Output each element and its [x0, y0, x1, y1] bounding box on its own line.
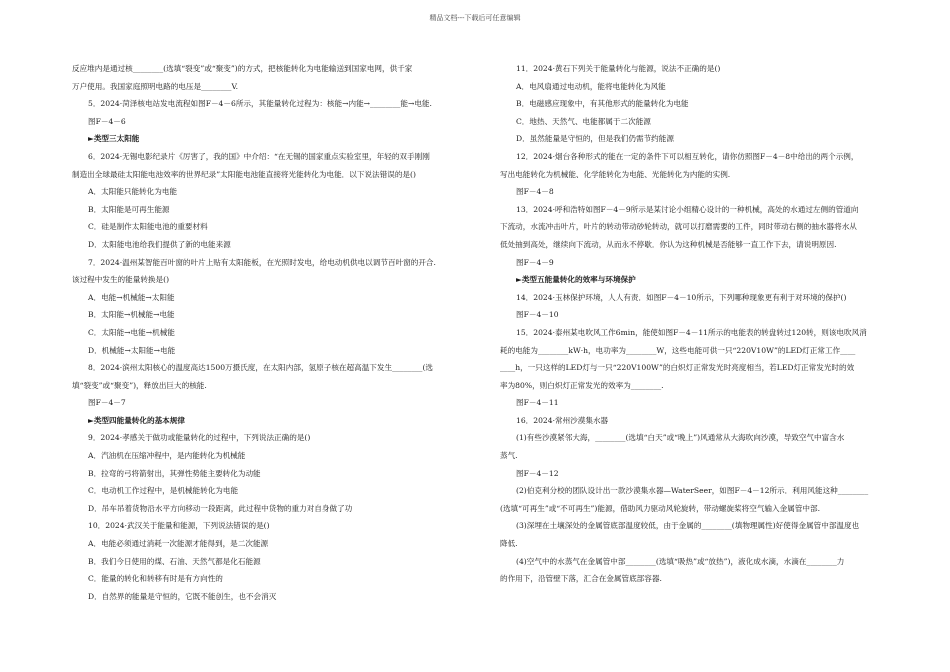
text-line: 填“裂变”或“聚变”)，释放出巨大的核能. [72, 380, 207, 390]
option-line: B．太阳能是可再生能源 [88, 204, 170, 214]
text-line: 耗的电能为________kW·h，电功率为________W，这些电能可供一只“220V10W”的LED灯正常工作____ [500, 345, 856, 355]
option-line: A．汽油机在压缩冲程中，是内能转化为机械能 [88, 451, 246, 461]
text-line: ____h，一只这样的LED灯与一只“220V100W”的白炽灯正常发光时亮度相当，若LED灯正常发光时的效 [500, 363, 855, 373]
question-line: (2)伯克利分校的团队设计出一款沙漠集水器—WaterSeer，如图F－4－12所示．利用风能这种________ [516, 486, 869, 496]
text-line: 制造出全球最硅太阳能电池效率的世界纪录”太阳能电池能直接将光能转化为电能．以下说法错误的是() [72, 169, 416, 179]
figure-caption: 图F－4－9 [516, 257, 554, 267]
figure-caption: 图F－4－12 [516, 468, 559, 478]
figure-caption: 图F－4－7 [88, 398, 126, 408]
option-line: D．虽然能量是守恒的，但是我们仍需节约能源 [516, 134, 674, 144]
option-line: A．太阳能只能转化为电能 [88, 187, 178, 197]
question-line: 14．2024·玉林保护环境，人人有责．如图F－4－10所示，下列哪种现象更有利于对环境的保护() [516, 292, 847, 302]
question-line: (4)空气中的水蒸气在金属管中部________(选填“吸热”或“放热”)，液化成水滴，水滴在________力 [516, 556, 845, 566]
option-line: D．吊车吊着货物沿水平方向移动一段距离，此过程中货物的重力对自身做了功 [88, 503, 353, 513]
question-line: 13．2024·呼和浩特如图F－4－9所示是某讨论小组精心设计的一种机械，高处的水通过左侧的管道向 [516, 204, 859, 214]
left-column [72, 60, 472, 605]
text-line: 万户使用。我国家庭照明电路的电压是________V. [72, 81, 239, 91]
option-line: D．太阳能电池给我们提供了新的电能来源 [88, 239, 231, 249]
text-line: 的作用下，沿管壁下落，汇合在金属管底部容器. [500, 574, 662, 584]
question-line: 5．2024·菏泽核电站发电流程如图F－4－6所示，其能量转化过程为：核能→内能→________能→电能. [88, 99, 432, 109]
figure-caption: 图F－4－10 [516, 310, 559, 320]
option-line: A．电能→机械能→太阳能 [88, 292, 175, 302]
option-line: C．硅是制作太阳能电池的重要材料 [88, 222, 208, 232]
right-column [500, 60, 890, 588]
option-line: A．电风扇通过电动机，能将电能转化为风能 [516, 81, 666, 91]
question-line: 9．2024·孝感关于做功或能量转化的过程中，下列说法正确的是() [88, 433, 311, 443]
question-line: 7．2024·温州某智能百叶窗的叶片上贴有太阳能板，在光照时发电，给电动机供电以调节百叶窗的开合. [88, 257, 436, 267]
text-line: 率为80%，则白炽灯正常发光的效率为________. [500, 380, 664, 390]
option-line: D．机械能→太阳能→电能 [88, 345, 176, 355]
question-line: 8．2024·滨州太阳核心的温度高达1500万摄氏度，在太阳内部，氢原子核在超高温下发生________(选 [88, 363, 434, 373]
text-line: 下流动，水流冲击叶片，叶片的转动带动砂轮转动，就可以打磨需要的工件，同时带动右侧的抽水器将水从 [500, 222, 857, 232]
figure-caption: 图F－4－8 [516, 187, 554, 197]
figure-caption: 图F－4－11 [516, 398, 559, 408]
text-line: 反应堆内是通过核________(选填“裂变”或“聚变”)的方式，把核能转化为电能输送到国家电网，供千家 [72, 64, 413, 73]
question-line: 12．2024·烟台各种形式的能在一定的条件下可以相互转化，请你仿照图F－4－8中给出的两个示例， [516, 151, 859, 161]
option-line: D．自然界的能量是守恒的，它既不能创生，也不会消灭 [88, 591, 277, 601]
option-line: B．电磁感应现象中，有其他形式的能量转化为电能 [516, 99, 689, 109]
question-line: 15．2024·泰州某电吹风工作6min，能使如图F－4－11所示的电能表的转盘转过120转，则该电吹风消 [516, 327, 867, 337]
option-line: C．地热、天然气、电能都属于二次能源 [516, 116, 651, 126]
text-line: 降低. [500, 539, 518, 549]
section-heading: ►类型三太阳能 [88, 134, 140, 144]
figure-caption: 图F－4－6 [88, 116, 126, 126]
option-line: B．太阳能→机械能→电能 [88, 310, 175, 320]
page-header: 精品文档---下载后可任意编辑 [429, 14, 521, 22]
question-line: 16．2024·常州沙漠集水器 [516, 415, 609, 425]
question-line: (3)深埋在土壤深处的金属管底部温度较低，由于金属的________(填物理属性)好使得金属管中部温度也 [516, 521, 860, 531]
section-heading: ►类型四能量转化的基本规律 [88, 415, 185, 425]
section-heading: ►类型五能量转化的效率与环境保护 [516, 275, 636, 285]
question-line: 6．2024·无锡电影纪录片《厉害了，我的国》中介绍：“在无锡的国家重点实验室里，年轻的双手刚刚 [88, 151, 430, 161]
option-line: C．电动机工作过程中，是机械能转化为电能 [88, 486, 239, 496]
text-line: 低处抽到高处，继续向下流动，从而永不停歇．你认为这种机械是否能够一直工作下去，请说明原因. [500, 239, 837, 249]
text-line: 写出电能转化为机械能、化学能转化为电能、光能转化为内能的实例. [500, 169, 731, 179]
option-line: B．我们今日使用的煤、石油、天然气都是化石能源 [88, 556, 261, 566]
option-line: A．电能必须通过消耗一次能源才能得到，是二次能源 [88, 539, 269, 549]
option-line: B．拉弯的弓将箭射出，其弹性势能主要转化为动能 [88, 468, 261, 478]
text-line: (选填“可再生”或“不可再生”)能源，借助风力驱动风轮旋转，带动螺旋桨将空气输入金属管中部. [500, 503, 821, 513]
option-line: C．能量的转化和转移有时是有方向性的 [88, 574, 223, 584]
option-line: C．太阳能→电能→机械能 [88, 327, 175, 337]
question-line: 11．2024·黄石下列关于能量转化与能源，说法不正确的是() [516, 64, 721, 73]
question-line: 10．2024·武汉关于能量和能源，下列说法错误的是() [88, 521, 270, 531]
text-line: 蒸气. [500, 451, 518, 461]
question-line: (1)有些沙漠紧邻大海，________(选填“白天”或“晚上”)风通常从大海吹向沙漠，导致空气中富含水 [516, 433, 845, 443]
text-line: 该过程中发生的能量转换是() [72, 275, 170, 285]
